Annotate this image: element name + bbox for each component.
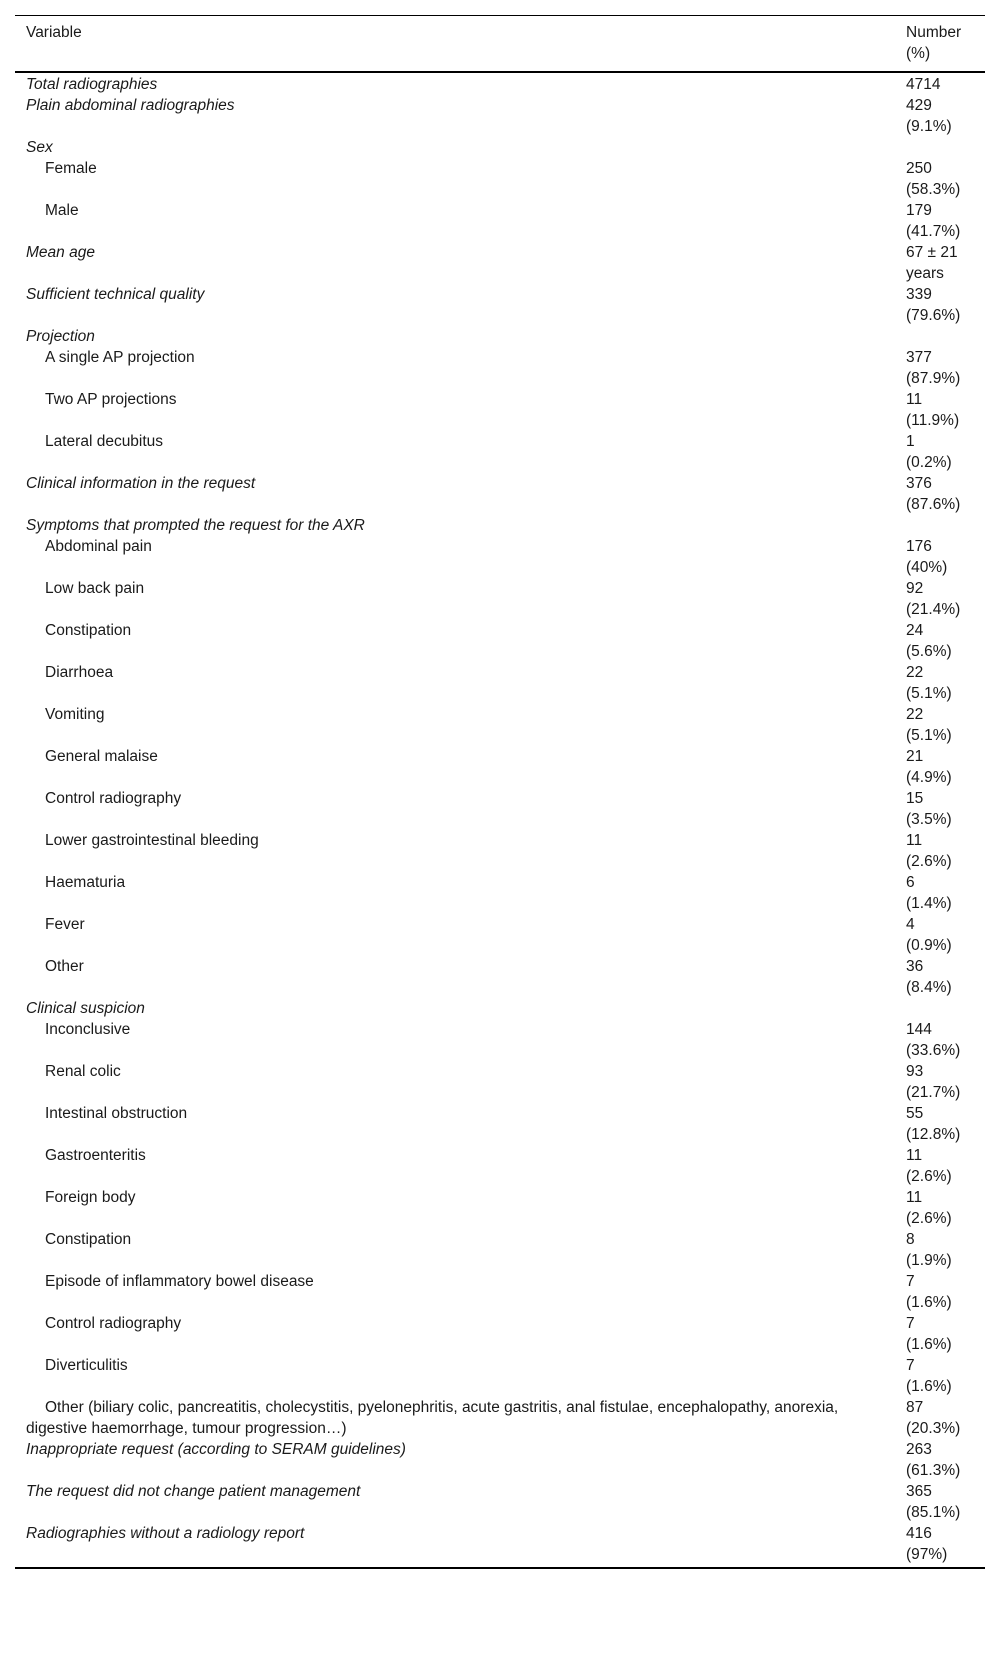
row-category-label: The request did not change patient management [26,1483,361,1500]
row-number-value [895,998,985,1019]
row-category-label: Sufficient technical quality [26,286,205,303]
row-category-label: Sex [26,139,53,156]
row-number-value: 87 (20.3%) [906,1399,961,1437]
table-row [15,1313,985,1355]
row-number-value: 11 (2.6%) [906,832,952,870]
row-number-value: 67 ± 21 years [906,244,958,282]
row-subitem-label: A single AP projection [45,349,195,366]
row-subitem-label: Haematuria [45,874,126,891]
row-subitem-label: Control radiography [45,1315,182,1332]
row-subitem-label: Diverticulitis [45,1357,128,1374]
row-number-value: 4714 [906,76,941,93]
table-row [15,95,985,137]
row-number-value: 4 (0.9%) [906,916,952,954]
header-row [15,16,985,73]
table-body [15,72,985,1568]
row-subitem-label: Constipation [45,1231,132,1248]
table-row [15,914,985,956]
row-number-value: 179 (41.7%) [906,202,961,240]
table-row [15,1145,985,1187]
row-subitem-label: Inconclusive [45,1021,131,1038]
table-row [15,1061,985,1103]
table-row [15,704,985,746]
table-row [15,788,985,830]
row-number-value: 24 (5.6%) [906,622,952,660]
table-row [15,830,985,872]
row-number-value: 92 (21.4%) [906,580,961,618]
row-subitem-label: Lower gastrointestinal bleeding [45,832,259,849]
row-category-label: Clinical suspicion [26,1000,145,1017]
row-number-value: 22 (5.1%) [906,706,952,744]
row-number-value: 365 (85.1%) [906,1483,961,1521]
table-header [15,16,985,73]
row-subitem-label: Other (biliary colic, pancreatitis, cholecystitis, pyelonephritis, acute gastritis, anal fistulae, encephalopathy, anorexia, digestive haemorrhage, tumour progression…) [26,1399,839,1437]
row-subitem-label: Episode of inflammatory bowel disease [45,1273,314,1290]
row-number-value: 7 (1.6%) [906,1315,952,1353]
row-subitem-label: Low back pain [45,580,145,597]
row-number-value: 1 (0.2%) [906,433,952,471]
table-row [15,1355,985,1397]
row-category-label: Radiographies without a radiology report [26,1525,305,1542]
row-category-label: Symptoms that prompted the request for the AXR [26,517,365,534]
table-row [15,1397,985,1439]
row-subitem-label: Lateral decubitus [45,433,164,450]
table-row [15,515,985,536]
table-row [15,1481,985,1523]
row-subitem-label: Female [45,160,97,177]
row-number-value: 93 (21.7%) [906,1063,961,1101]
row-number-value: 11 (11.9%) [906,391,960,429]
row-category-label: Projection [26,328,95,345]
row-subitem-label: Gastroenteritis [45,1147,146,1164]
table-row [15,872,985,914]
table-row [15,326,985,347]
row-number-value: 416 (97%) [906,1525,948,1563]
row-number-value: 377 (87.9%) [906,349,961,387]
row-subitem-label: Diarrhoea [45,664,114,681]
row-subitem-label: Intestinal obstruction [45,1105,188,1122]
row-number-value: 429 (9.1%) [906,97,952,135]
data-table [15,15,985,1569]
column-header-variable: Variable [26,24,82,41]
table-row [15,158,985,200]
row-number-value: 22 (5.1%) [906,664,952,702]
table-row [15,431,985,473]
table-row [15,1103,985,1145]
row-number-value: 6 (1.4%) [906,874,952,912]
row-category-label: Inappropriate request (according to SERAM guidelines) [26,1441,406,1458]
row-number-value: 376 (87.6%) [906,475,961,513]
table-row [15,1229,985,1271]
row-number-value: 339 (79.6%) [906,286,961,324]
row-category-label: Plain abdominal radiographies [26,97,235,114]
row-subitem-label: Abdominal pain [45,538,152,555]
table-row [15,200,985,242]
table-row [15,389,985,431]
table-row [15,578,985,620]
row-number-value: 55 (12.8%) [906,1105,961,1143]
row-category-label: Total radiographies [26,76,158,93]
row-number-value: 144 (33.6%) [906,1021,961,1059]
row-number-value: 36 (8.4%) [906,958,952,996]
row-subitem-label: Constipation [45,622,132,639]
row-subitem-label: Fever [45,916,85,933]
table-row [15,956,985,998]
table-row [15,1187,985,1229]
table-row [15,1019,985,1061]
row-category-label: Clinical information in the request [26,475,256,492]
table-row [15,1523,985,1568]
row-number-value [895,515,985,536]
row-subitem-label: Vomiting [45,706,105,723]
row-category-label: Mean age [26,244,95,261]
row-number-value: 263 (61.3%) [906,1441,961,1479]
table-row [15,473,985,515]
row-number-value: 250 (58.3%) [906,160,961,198]
row-subitem-label: Other [45,958,84,975]
table-row [15,347,985,389]
row-subitem-label: Male [45,202,79,219]
table-row [15,1439,985,1481]
table-row [15,242,985,284]
row-number-value: 21 (4.9%) [906,748,952,786]
row-subitem-label: General malaise [45,748,158,765]
row-number-value: 8 (1.9%) [906,1231,952,1269]
row-number-value [895,137,985,158]
table-row [15,662,985,704]
row-number-value: 11 (2.6%) [906,1147,952,1185]
row-number-value: 7 (1.6%) [906,1273,952,1311]
table-row [15,620,985,662]
row-subitem-label: Foreign body [45,1189,136,1206]
table-row [15,998,985,1019]
row-number-value: 7 (1.6%) [906,1357,952,1395]
row-subitem-label: Two AP projections [45,391,177,408]
row-number-value: 15 (3.5%) [906,790,952,828]
row-number-value [895,326,985,347]
row-subitem-label: Control radiography [45,790,182,807]
table-row [15,137,985,158]
table-row [15,284,985,326]
table-row [15,536,985,578]
row-subitem-label: Renal colic [45,1063,121,1080]
row-number-value: 176 (40%) [906,538,948,576]
row-number-value: 11 (2.6%) [906,1189,952,1227]
column-header-number: Number (%) [906,24,962,62]
table-row [15,1271,985,1313]
table-row [15,746,985,788]
table-row [15,72,985,95]
